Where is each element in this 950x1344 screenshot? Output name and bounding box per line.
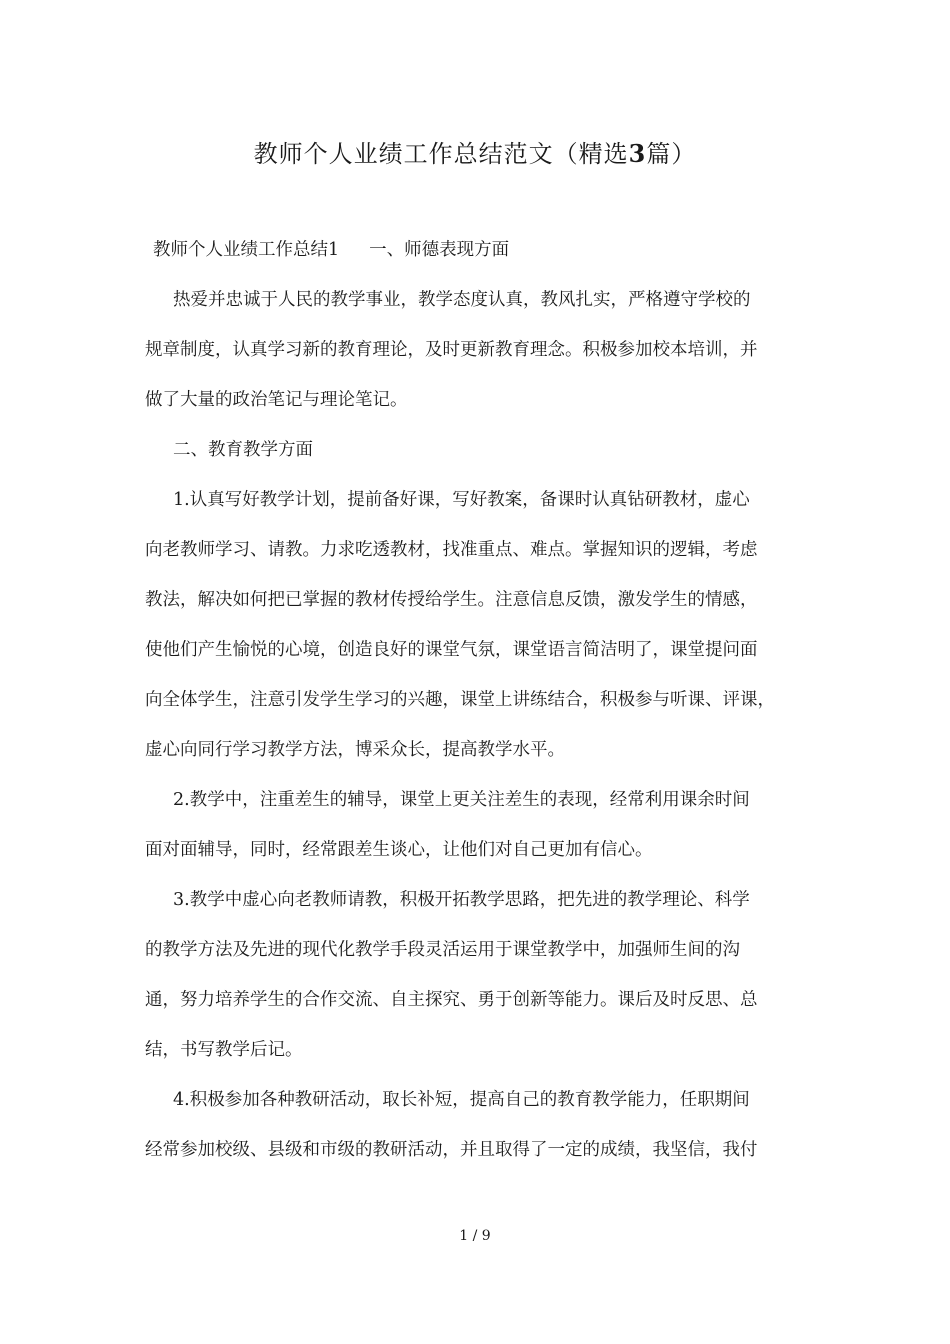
item-text: 教学中，注重差生的辅导，课堂上更关注差生的表现，经常利用课余时间 <box>189 790 750 810</box>
paragraph-line: 做了大量的政治笔记与理论笔记。 <box>145 390 408 410</box>
paragraph-line: 热爱并忠诚于人民的教学事业，教学态度认真，教风扎实，严格遵守学校的 <box>173 290 751 310</box>
paragraph-line: 使他们产生愉悦的心境，创造良好的课堂气氛，课堂语言简洁明了，课堂提问面 <box>145 640 758 660</box>
paragraph-line: 向全体学生，注意引发学生学习的兴趣，课堂上讲练结合，积极参与听课、评课， <box>145 690 775 710</box>
title-prefix: 教师个人业绩工作总结范文（精选 <box>253 140 629 168</box>
document-body <box>145 232 810 1182</box>
list-item-line <box>145 482 810 532</box>
paragraph-line: 经常参加校级、县级和市级的教研活动，并且取得了一定的成绩，我坚信，我付 <box>145 1140 758 1160</box>
section1-heading: 一、师德表现方面 <box>369 240 510 260</box>
section2-heading: 二、教育教学方面 <box>173 440 313 460</box>
paragraph-line: 虚心向同行学习教学方法，博采众长，提高教学水平。 <box>145 740 565 760</box>
item-number: 3. <box>173 890 190 910</box>
item-text: 教学中虚心向老教师请教，积极开拓教学思路，把先进的教学理论、科学 <box>189 890 750 910</box>
item-text: 积极参加各种教研活动，取长补短，提高自己的教育教学能力，任职期间 <box>189 1090 750 1110</box>
section-heading-line <box>145 232 810 282</box>
page-indicator: 1 / 9 <box>459 1228 491 1244</box>
item-text: 认真写好教学计划，提前备好课，写好教案，备课时认真钻研教材，虚心 <box>189 490 750 510</box>
paragraph-line: 规章制度，认真学习新的教育理论，及时更新教育理念。积极参加校本培训，并 <box>145 340 758 360</box>
item-number: 2. <box>173 790 190 810</box>
list-item-line <box>145 1082 810 1132</box>
title-suffix: 篇） <box>646 140 697 168</box>
item-number: 4. <box>173 1090 190 1110</box>
paragraph-line: 结，书写教学后记。 <box>145 1040 303 1060</box>
document-title <box>0 134 950 169</box>
summary-subhead: 教师个人业绩工作总结 <box>153 240 328 260</box>
list-item-line <box>145 782 810 832</box>
paragraph-line: 的教学方法及先进的现代化教学手段灵活运用于课堂教学中，加强师生间的沟 <box>145 940 740 960</box>
item-number: 1. <box>173 490 190 510</box>
list-item-line <box>145 882 810 932</box>
paragraph-line: 教法，解决如何把已掌握的教材传授给学生。注意信息反馈，激发学生的情感， <box>145 590 758 610</box>
paragraph-line: 面对面辅导，同时，经常跟差生谈心，让他们对自己更加有信心。 <box>145 840 653 860</box>
paragraph-line: 通，努力培养学生的合作交流、自主探究、勇于创新等能力。课后及时反思、总 <box>145 990 758 1010</box>
title-number: 3 <box>628 139 647 168</box>
paragraph-line: 向老教师学习、请教。力求吃透教材，找准重点、难点。掌握知识的逻辑，考虑 <box>145 540 758 560</box>
summary-subhead-number: 1 <box>328 240 340 260</box>
